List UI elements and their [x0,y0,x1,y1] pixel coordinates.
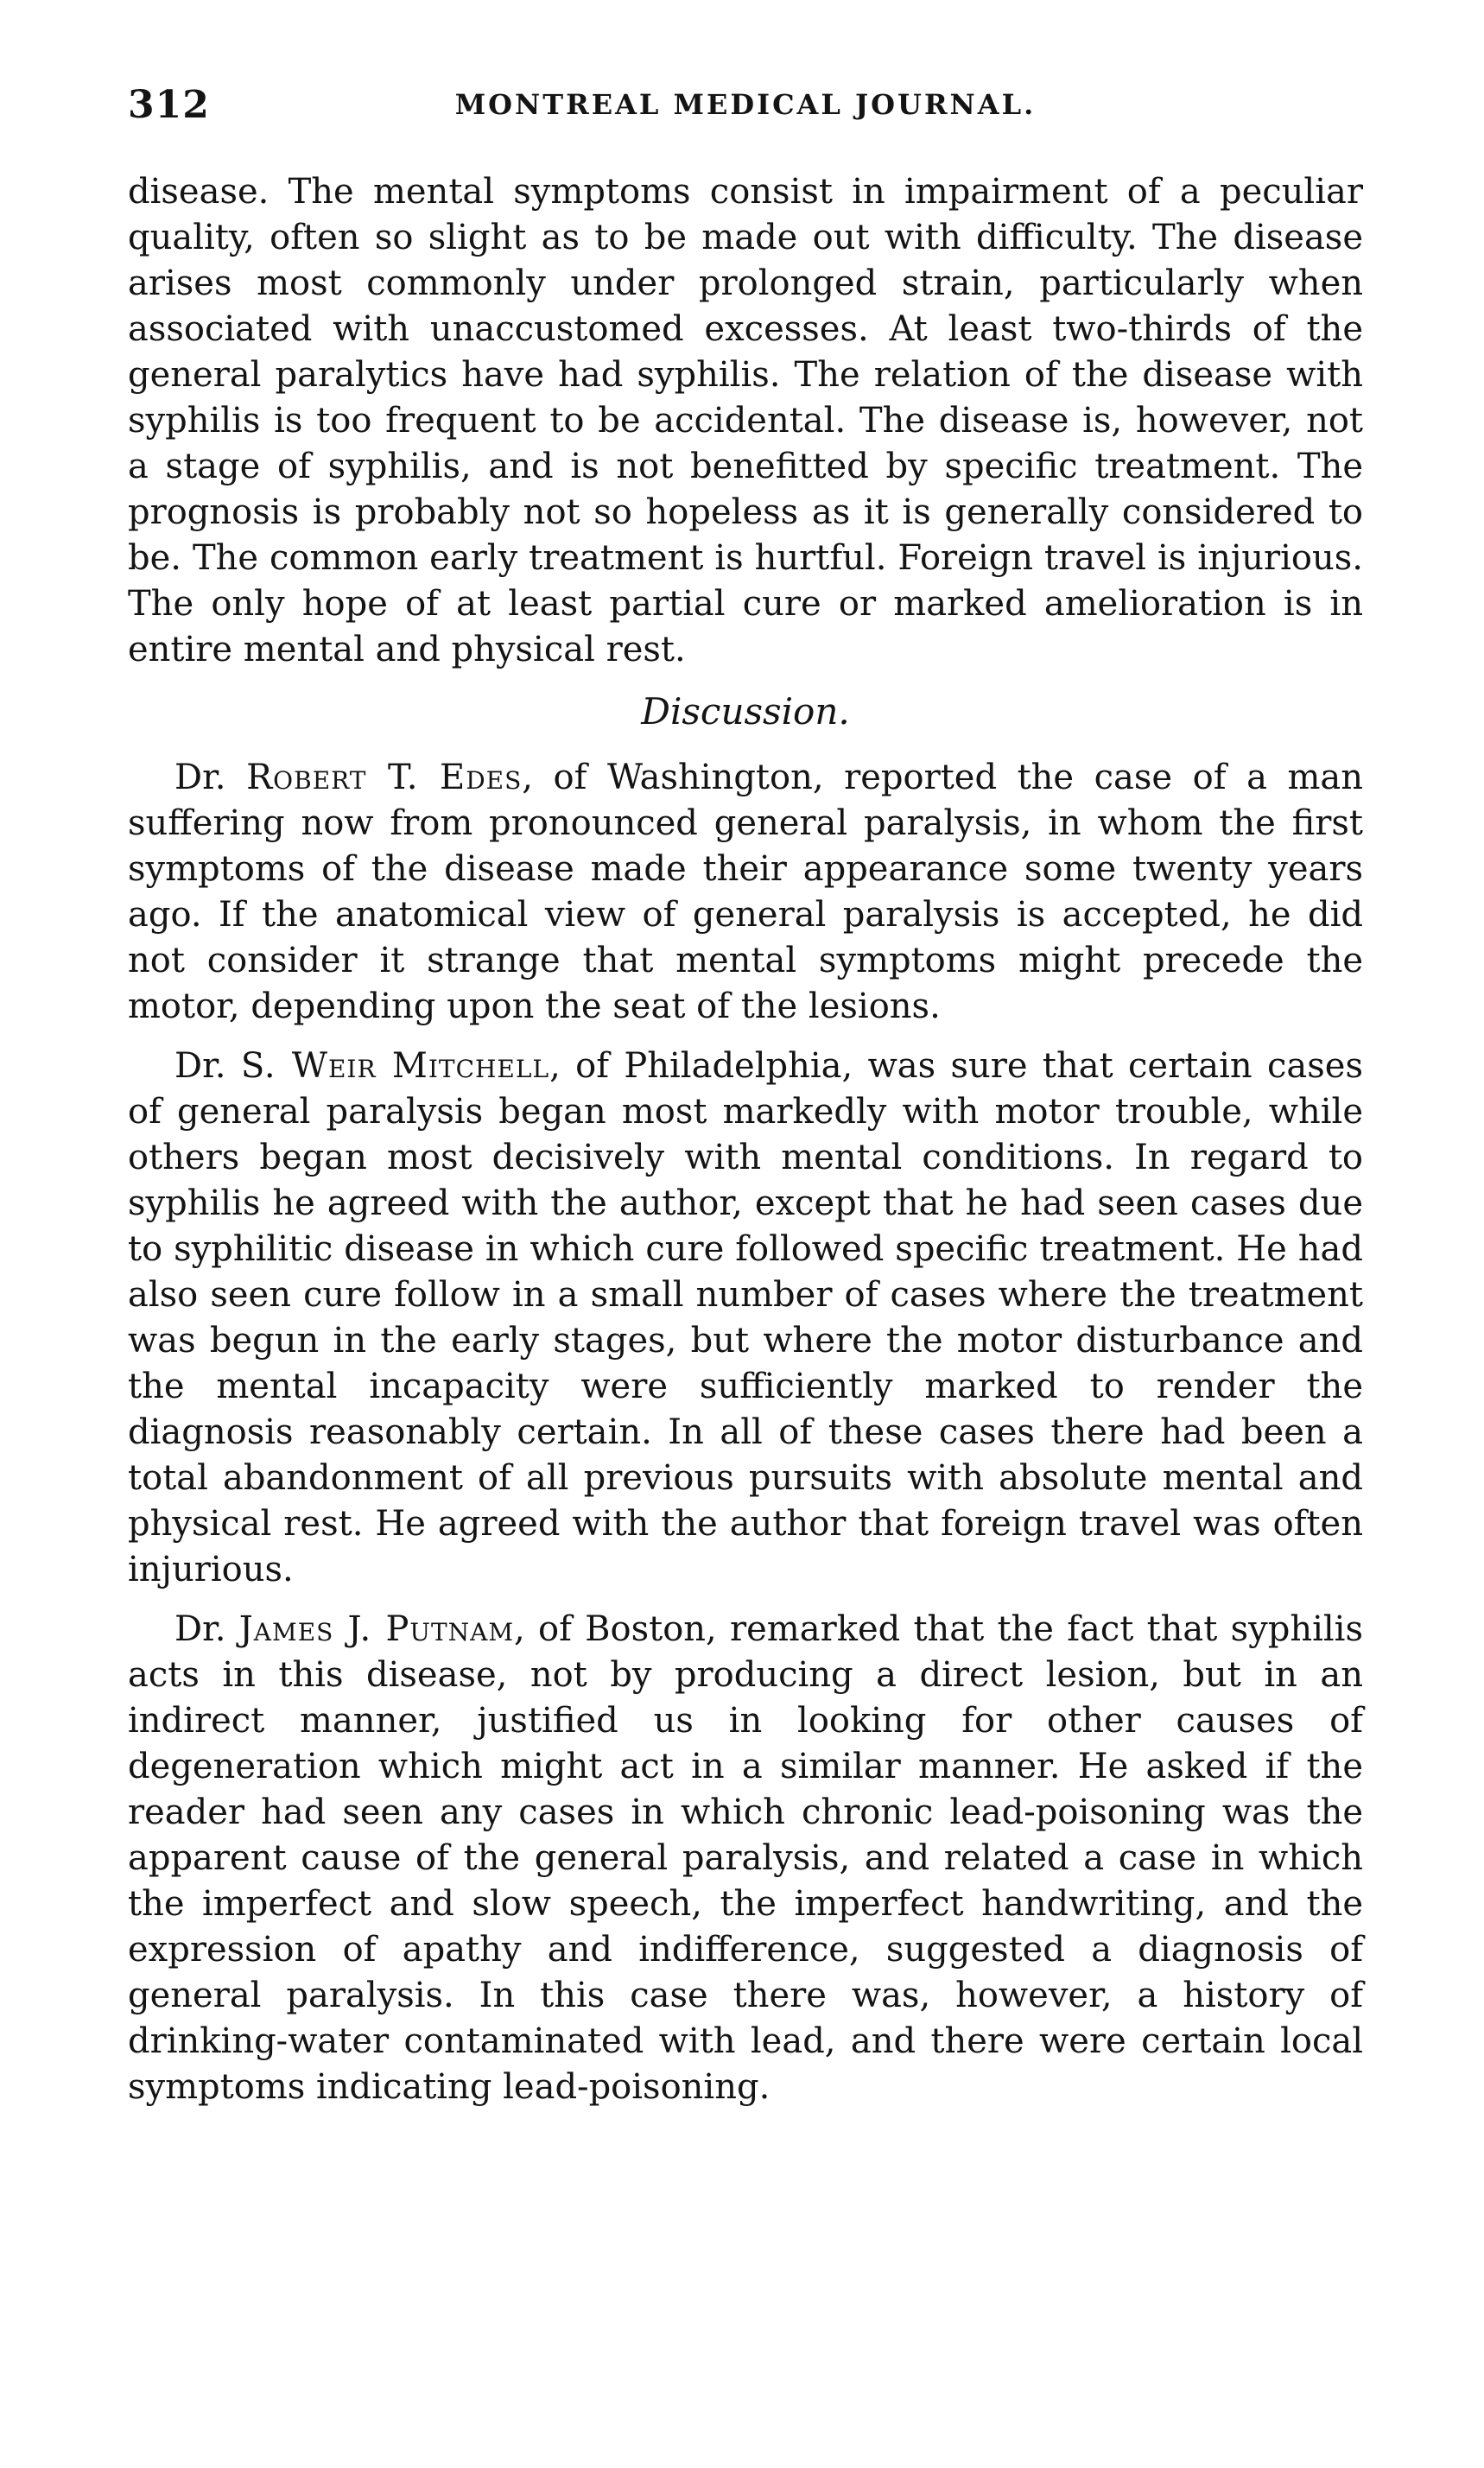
paragraph-text: , of Boston, remarked that the fact that syphilis acts in this disease, not by producing a direct lesion, but in an indirect manner, justified us in looking for other causes of degeneration which might act in a similar manner. He asked if the reader had seen any cases in which chronic lead-poisoning was the apparent cause of the general paralysis, and related a case in which the imperfect and slow speech, the imperfect handwriting, and the expression of apathy and indifference, suggested a diagnosis of general paralysis. In this case there was, however, a history of drinking-water contaminated with lead, and there were certain local symptoms indicating lead-poisoning. [128,1609,1363,2107]
speaker-name: James J. Putnam [238,1609,515,1649]
page-number: 312 [128,83,210,127]
journal-page [128,83,1363,2110]
speaker-prefix: Dr. [174,758,247,797]
putnam-paragraph [128,1607,1363,2110]
edes-paragraph [128,755,1363,1030]
paragraph-text: , of Washington, reported the case of a man suffering now from pronounced general paralysis, in whom the first symptoms of the disease made their appearance some twenty years ago. If the anatomical view of general paralysis is accepted, he did not consider it strange that mental symptoms might precede the motor, depending upon the seat of the lesions. [128,758,1363,1026]
discussion-heading: Discussion. [641,690,850,733]
journal-title: MONTREAL MEDICAL JOURNAL. [454,88,1037,121]
speaker-name: Robert T. Edes [246,758,523,797]
speaker-prefix: Dr. [174,1609,239,1649]
mitchell-paragraph [128,1044,1363,1593]
running-head [128,83,1363,135]
speaker-name: S. Weir Mitchell [240,1046,550,1086]
paragraph-text: , of Philadelphia, was sure that certain cases of general paralysis began most markedly with motor trouble, while others began most decisively with mental conditions. In regard to syphilis he agreed with the author, except that he had seen cases due to syphilitic disease in which cure followed specific treatment. He had also seen cure follow in a small number of cases where the treatment was begun in the early stages, but where the motor disturbance and the mental incapacity were sufficiently marked to render the diagnosis reasonably certain. In all of these cases there had been a total abandonment of all previous pursuits with absolute mental and physical rest. He agreed with the author that foreign travel was often injurious. [128,1046,1363,1589]
speaker-prefix: Dr. [174,1046,241,1086]
intro-paragraph: disease. The mental symptoms consist in impairment of a peculiar quality, often so slight as to be made out with difficulty. The disease arises most commonly under prolonged strain, particularly when associated with unaccustomed excesses. At least two-thirds of the general paralytics have had syphilis. The relation of the disease with syphilis is too frequent to be accidental. The disease is, however, not a stage of syphilis, and is not benefitted by specific treatment. The prognosis is probably not so hopeless as it is generally considered to be. The common early treatment is hurtful. Foreign travel is injurious. The only hope of at least partial cure or marked amelioration is in entire mental and physical rest. [128,172,1363,669]
